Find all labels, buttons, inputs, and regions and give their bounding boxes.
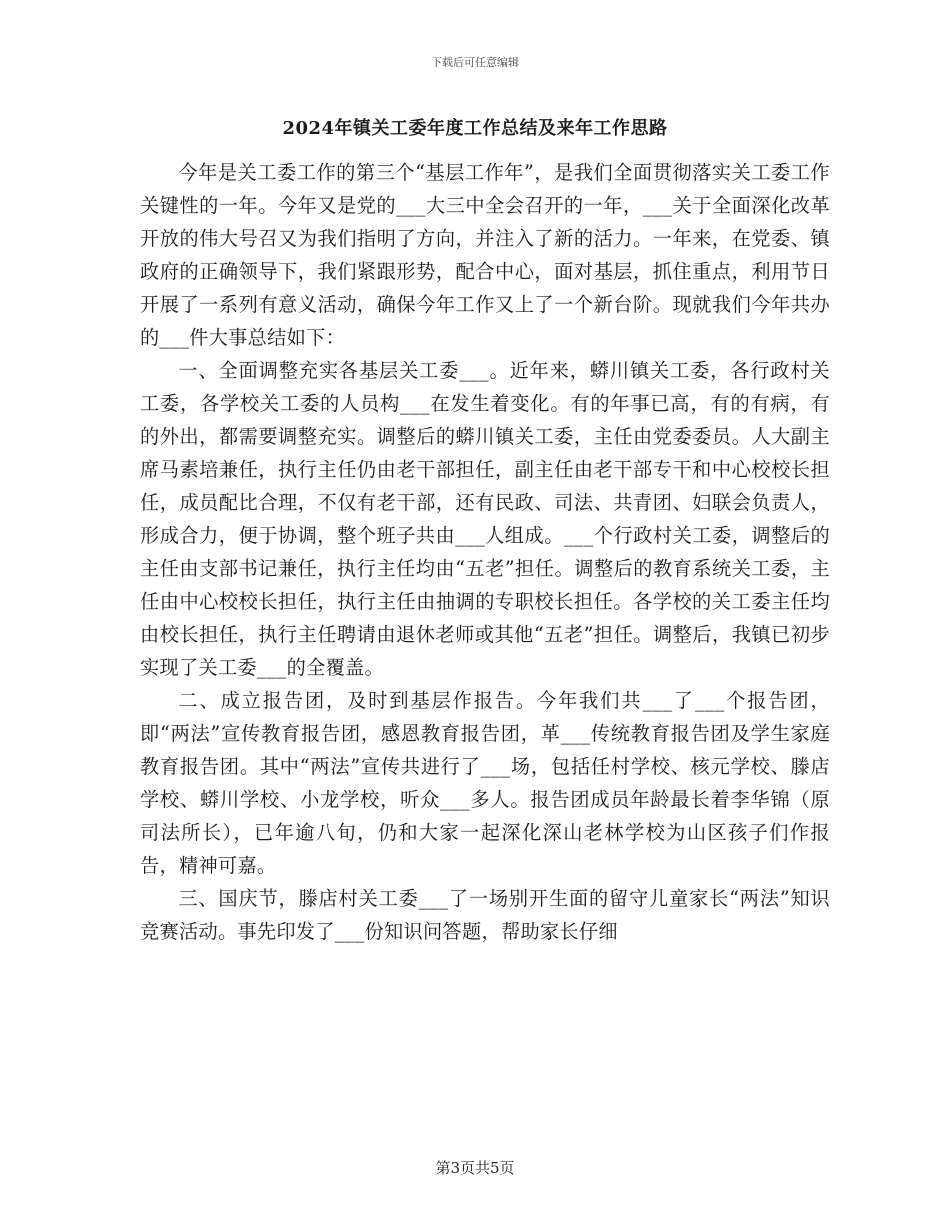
document-body xyxy=(140,156,830,948)
document-title: 2024年镇关工委年度工作总结及来年工作思路 xyxy=(282,118,668,139)
paragraph-intro: 今年是关工委工作的第三个“基层工作年”，是我们全面贯彻落实关工委工作关键性的一年。今年又是党的___大三中全会召开的一年，___关于全面深化改革开放的伟大号召又为我们指明了方向，并注入了新的活力。一年来，在党委、镇政府的正确领导下，我们紧跟形势，配合中心，面对基层，抓住重点，利用节日开展了一系列有意义活动，确保今年工作又上了一个新台阶。现就我们今年共办的___件大事总结如下： xyxy=(140,161,830,349)
paragraph-section-2: 二、成立报告团，及时到基层作报告。今年我们共___了___个报告团，即“两法”宣传教育报告团，感恩教育报告团，革___传统教育报告团及学生家庭教育报告团。其中“两法”宣传共进行了___场，包括任村学校、核元学校、滕店学校、蟒川学校、小龙学校，听众___多人。报告团成员年龄最长着李华锦（原司法所长），已年逾八旬，仍和大家一起深化深山老林学校为山区孩子们作报告，精神可嘉。 xyxy=(140,689,830,877)
header-note: 下载后可任意编辑 xyxy=(431,56,519,69)
paragraph-section-3: 三、国庆节，滕店村关工委___了一场别开生面的留守儿童家长“两法”知识竞赛活动。事先印发了___份知识问答题，帮助家长仔细 xyxy=(140,887,830,943)
paragraph-section-1: 一、全面调整充实各基层关工委___。近年来，蟒川镇关工委，各行政村关工委，各学校关工委的人员构___在发生着变化。有的年事已高，有的有病，有的外出，都需要调整充实。调整后的蟒川镇关工委，主任由党委委员。人大副主席马素培兼任，执行主任仍由老干部担任，副主任由老干部专干和中心校校长担任，成员配比合理，不仅有老干部，还有民政、司法、共青团、妇联会负责人，形成合力，便于协调，整个班子共由___人组成。___个行政村关工委，调整后的主任由支部书记兼任，执行主任均由“五老”担任。调整后的教育系统关工委，主任由中心校校长担任，执行主任由抽调的专职校长担任。各学校的关工委主任均由校长担任，执行主任聘请由退休老师或其他“五老”担任。调整后，我镇已初步实现了关工委___的全覆盖。 xyxy=(140,359,830,679)
page-number-footer: 第3页共5页 xyxy=(435,1159,515,1177)
